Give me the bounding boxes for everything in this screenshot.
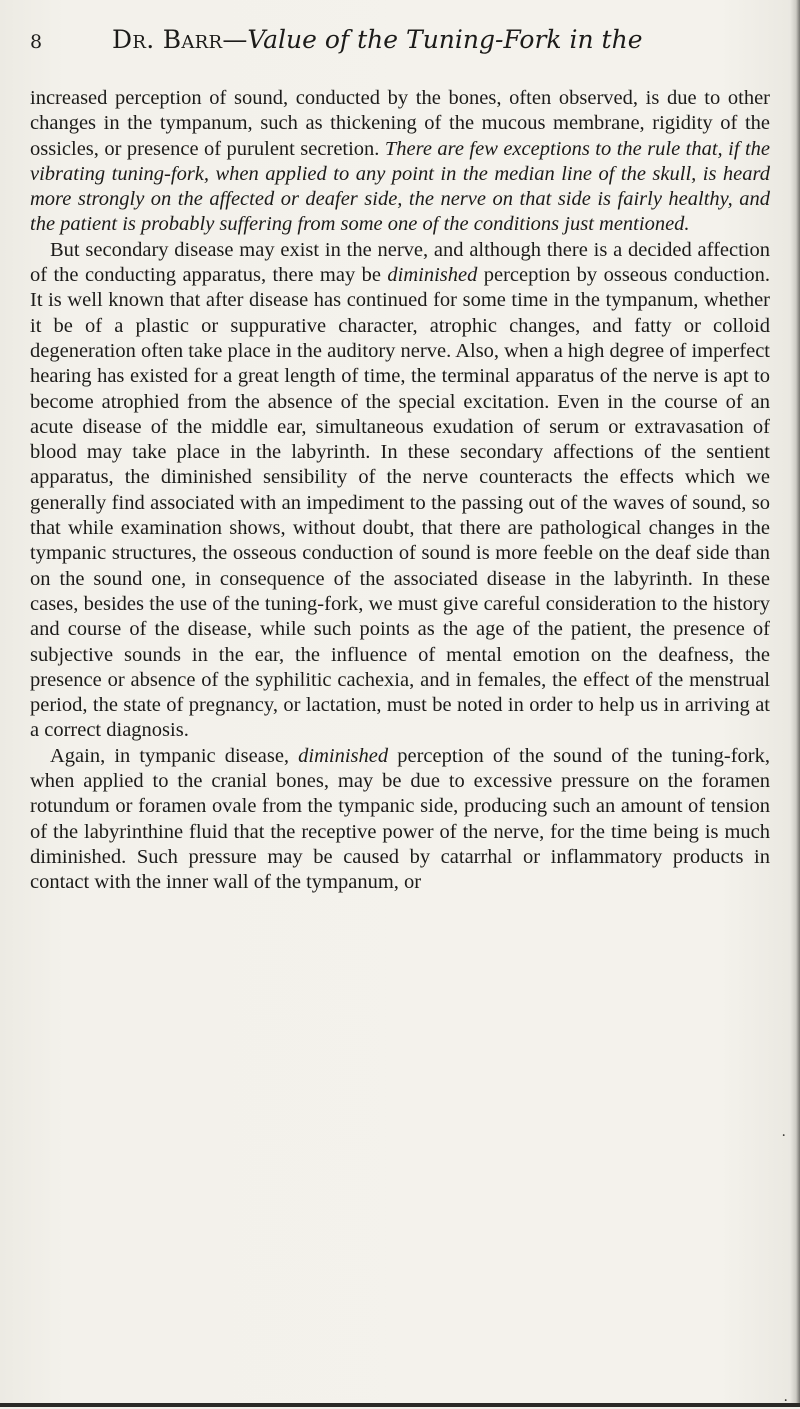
text-run: perception by osseous conduction. It is well known that after disease has continued for some time in the tympanum, whether it be of a plastic or suppurative character, atrophic changes, and fatty or colloid degeneration often take place in the auditory nerve. Also, when a high degree of imperfect hearing has existed for a great length of time, the terminal apparatus of the nerve is apt to become atrophied from the absence of the special excitation. Even in the course of an acute disease of the middle ear, simultaneous exudation of serum or extravasation of blood may take place in the labyrinth. In these secondary affections of the sentient apparatus, the diminished sensibility of the nerve counteracts the effects which we generally find associated with an impediment to the passing out of the waves of sound, so that while examination shows, without doubt, that there are pathological changes in the tympanic structures, the osseous conduction of sound is more feeble on the deaf side than on the sound one, in consequence of the associated disease in the labyrinth. In these cases, besides the use of the tuning-fork, we must give careful consideration to the history and course of the disease, while such points as the age of the patient, the presence of subjective sounds in the ear, the influence of mental emotion on the deafness, the presence or absence of the syphilitic cachexia, and in females, the effect of the menstrual period, the state of pregnancy, or lactation, must be noted in order to help us in arriving at a correct diagnosis. <box>30 264 770 742</box>
text-run: perception of the sound of the tuning-fork, when applied to the cranial bones, may be due to excessive pressure on the foramen rotundum or foramen ovale from the tympanic side, producing such an amount of tension of the labyrinthine fluid that the receptive power of the nerve, for the time being is much diminished. Such pressure may be caused by catarrhal or inflammatory products in contact with the inner wall of the tympanum, or <box>30 744 771 894</box>
body-text <box>30 86 770 896</box>
paragraph-p3 <box>30 744 770 896</box>
page-number: 8 <box>30 31 43 53</box>
header-separator: — <box>222 25 248 54</box>
italic-text: diminished <box>387 264 478 287</box>
text-run: Again, in tympanic disease, <box>50 744 299 767</box>
italic-text: diminished <box>298 744 389 767</box>
page-bottom-edge <box>0 1403 800 1407</box>
scan-speck: · <box>783 1393 788 1409</box>
header-author: Dr. Barr <box>112 25 223 54</box>
scan-speck: · <box>781 1128 786 1144</box>
paragraph-p1 <box>30 86 770 238</box>
italic-text: There are few exceptions to the rule that, if the vibrating tuning-fork, when applied to any point in the median line of the skull, is heard more strongly on the affected or deafer side, the nerve on that side is fairly healthy, and the patient is probably suffering from some one of the conditions just mentioned. <box>30 137 771 236</box>
text-run: increased perception of sound, conducted by the bones, often observed, is due to other changes in the tympanum, such as thickening of the mucous membrane, rigidity of the ossicles, or presence of purulent secretion. <box>30 87 770 160</box>
header-title: Value of the Tuning-Fork in the <box>247 25 643 54</box>
page-edge-shadow <box>790 0 800 1407</box>
paragraph-p2 <box>30 238 770 744</box>
running-header <box>30 20 770 60</box>
text-run: But secondary disease may exist in the nerve, and although there is a decided affection of the conducting apparatus, there may be <box>30 238 770 287</box>
